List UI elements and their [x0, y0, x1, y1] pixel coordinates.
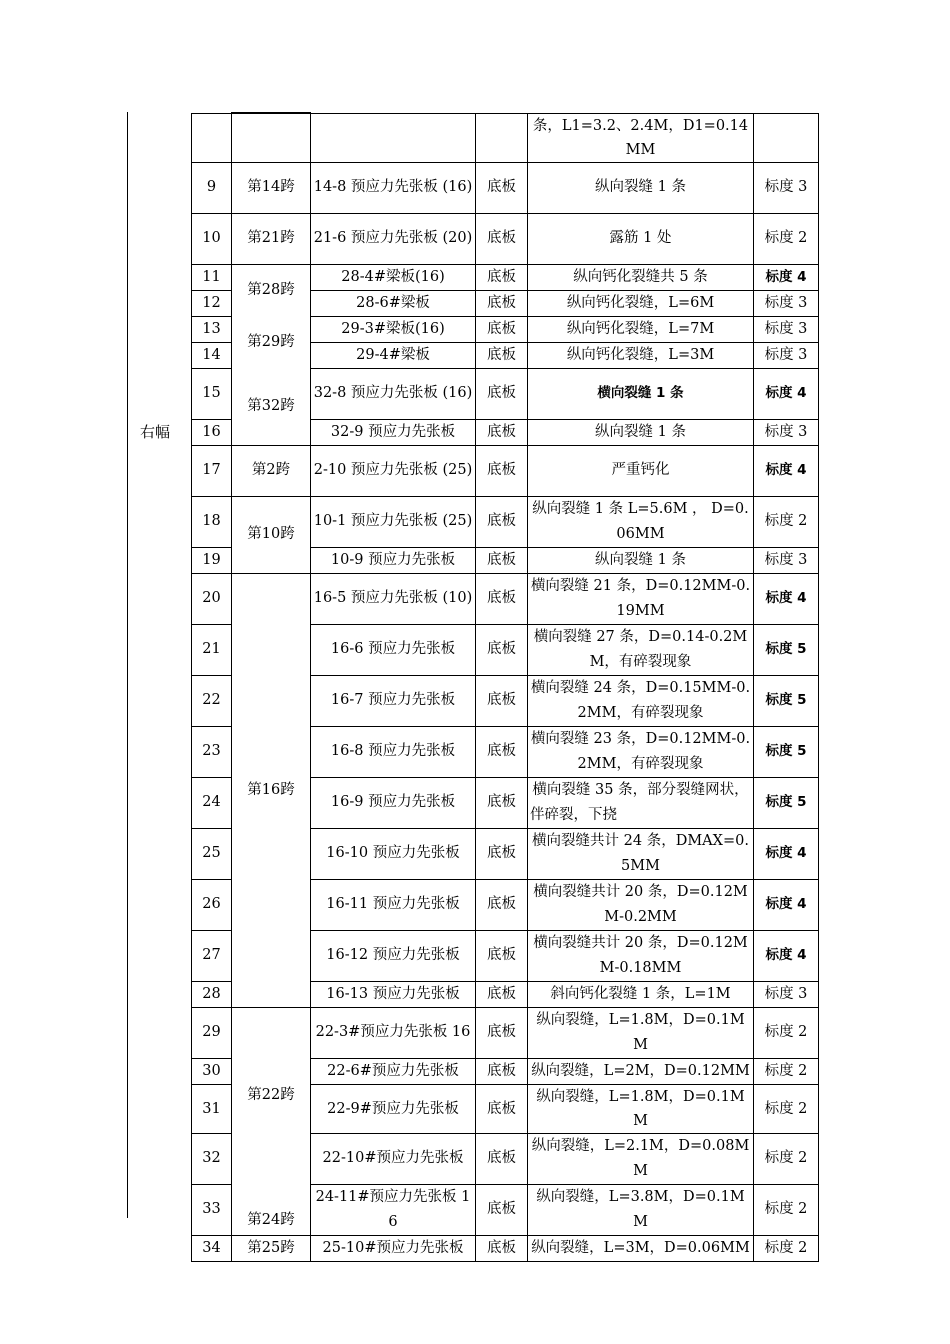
cell-no: 32 [192, 1133, 232, 1184]
cell-no: 28 [192, 981, 232, 1007]
cell-desc: 横向裂缝共计 20 条，D=0.12MM-0.2MM [528, 879, 754, 930]
cell-desc: 条，L1=3.2、2.4M，D1=0.14MM [528, 113, 754, 162]
table-row [192, 1235, 819, 1261]
cell-span: 第10跨 [232, 496, 311, 573]
cell-part: 底板 [476, 1133, 528, 1184]
cell-part: 底板 [476, 290, 528, 316]
cell-no [192, 113, 232, 162]
cell-member: 32-9 预应力先张板 [311, 419, 476, 445]
cell-no: 21 [192, 624, 232, 675]
cell-desc: 横向裂缝 1 条 [528, 368, 754, 419]
cell-no: 12 [192, 290, 232, 316]
cell-span: 第21跨 [232, 213, 311, 264]
cell-grade: 标度 3 [754, 419, 819, 445]
cell-part: 底板 [476, 368, 528, 419]
cell-no: 18 [192, 496, 232, 547]
table-row [192, 1184, 819, 1235]
table-row [192, 113, 819, 162]
cell-desc: 横向裂缝 21 条，D=0.12MM-0.19MM [528, 573, 754, 624]
table-row [192, 162, 819, 213]
cell-grade: 标度 4 [754, 930, 819, 981]
cell-no: 27 [192, 930, 232, 981]
cell-member: 2-10 预应力先张板 (25) [311, 445, 476, 496]
cell-span: 第29跨 [232, 316, 311, 368]
cell-grade: 标度 4 [754, 879, 819, 930]
cell-span: 第25跨 [232, 1235, 311, 1261]
cell-desc: 纵向裂缝，L=1.8M，D=0.1MM [528, 1084, 754, 1133]
cell-grade: 标度 5 [754, 726, 819, 777]
cell-grade: 标度 2 [754, 1184, 819, 1235]
cell-span: 第32跨 [232, 368, 311, 445]
cell-part: 底板 [476, 1084, 528, 1133]
table-row [192, 445, 819, 496]
cell-grade: 标度 5 [754, 675, 819, 726]
cell-no: 24 [192, 777, 232, 828]
cell-span [232, 113, 311, 162]
cell-grade: 标度 4 [754, 573, 819, 624]
cell-no: 34 [192, 1235, 232, 1261]
cell-span: 第2跨 [232, 445, 311, 496]
cell-desc: 纵向裂缝，L=2M，D=0.12MM [528, 1058, 754, 1084]
cell-desc: 横向裂缝共计 24 条，DMAX=0.5MM [528, 828, 754, 879]
cell-member: 16-7 预应力先张板 [311, 675, 476, 726]
cell-part: 底板 [476, 316, 528, 342]
cell-no: 19 [192, 547, 232, 573]
cell-member: 28-6#梁板 [311, 290, 476, 316]
cell-grade: 标度 3 [754, 342, 819, 368]
cell-grade: 标度 3 [754, 290, 819, 316]
cell-part: 底板 [476, 162, 528, 213]
cell-part: 底板 [476, 828, 528, 879]
cell-part: 底板 [476, 445, 528, 496]
cell-part: 底板 [476, 930, 528, 981]
cell-no: 16 [192, 419, 232, 445]
cell-desc: 斜向钙化裂缝 1 条，L=1M [528, 981, 754, 1007]
cell-grade: 标度 2 [754, 1084, 819, 1133]
cell-part: 底板 [476, 342, 528, 368]
cell-part: 底板 [476, 264, 528, 290]
cell-part: 底板 [476, 981, 528, 1007]
cell-grade: 标度 2 [754, 213, 819, 264]
cell-desc: 露筋 1 处 [528, 213, 754, 264]
cell-grade: 标度 4 [754, 368, 819, 419]
cell-member: 29-3#梁板(16) [311, 316, 476, 342]
cell-span: 第14跨 [232, 162, 311, 213]
table-row [192, 496, 819, 547]
cell-no: 15 [192, 368, 232, 419]
cell-part: 底板 [476, 213, 528, 264]
cell-part: 底板 [476, 1235, 528, 1261]
cell-member: 25-10#预应力先张板 [311, 1235, 476, 1261]
cell-grade: 标度 4 [754, 828, 819, 879]
cell-desc: 横向裂缝 35 条，部分裂缝网状，伴碎裂，下挠 [528, 777, 754, 828]
cell-no: 33 [192, 1184, 232, 1235]
cell-no: 10 [192, 213, 232, 264]
cell-part: 底板 [476, 1184, 528, 1235]
cell-desc: 纵向裂缝 1 条 L=5.6M ， D=0.06MM [528, 496, 754, 547]
cell-desc: 纵向裂缝 1 条 [528, 162, 754, 213]
cell-grade: 标度 2 [754, 496, 819, 547]
cell-member: 28-4#梁板(16) [311, 264, 476, 290]
cell-part: 底板 [476, 496, 528, 547]
cell-part: 底板 [476, 1007, 528, 1058]
cell-member: 22-3#预应力先张板 16 [311, 1007, 476, 1058]
cell-span: 第16跨 [232, 573, 311, 1007]
cell-desc: 横向裂缝 27 条，D=0.14-0.2MM，有碎裂现象 [528, 624, 754, 675]
cell-grade: 标度 2 [754, 1007, 819, 1058]
cell-grade: 标度 2 [754, 1058, 819, 1084]
cell-member: 22-10#预应力先张板 [311, 1133, 476, 1184]
cell-grade: 标度 3 [754, 981, 819, 1007]
cell-span: 第22跨 [232, 1007, 311, 1184]
cell-member: 16-13 预应力先张板 [311, 981, 476, 1007]
cell-desc: 横向裂缝共计 20 条，D=0.12MM-0.18MM [528, 930, 754, 981]
cell-grade: 标度 2 [754, 1235, 819, 1261]
cell-member: 10-9 预应力先张板 [311, 547, 476, 573]
cell-desc: 纵向裂缝，L=2.1M，D=0.08MM [528, 1133, 754, 1184]
cell-part [476, 113, 528, 162]
cell-desc: 纵向裂缝，L=1.8M，D=0.1MM [528, 1007, 754, 1058]
cell-desc: 纵向裂缝，L=3.8M，D=0.1MM [528, 1184, 754, 1235]
cell-part: 底板 [476, 624, 528, 675]
cell-member: 16-8 预应力先张板 [311, 726, 476, 777]
cell-part: 底板 [476, 547, 528, 573]
table-row [192, 368, 819, 419]
cell-no: 22 [192, 675, 232, 726]
cell-span: 第28跨 [232, 264, 311, 316]
cell-member: 22-9#预应力先张板 [311, 1084, 476, 1133]
cell-no: 25 [192, 828, 232, 879]
cell-member: 29-4#梁板 [311, 342, 476, 368]
left-margin-rule [127, 112, 128, 1218]
cell-grade: 标度 3 [754, 162, 819, 213]
cell-member: 16-9 预应力先张板 [311, 777, 476, 828]
cell-member [311, 113, 476, 162]
cell-grade: 标度 4 [754, 264, 819, 290]
cell-span: 第24跨 [232, 1184, 311, 1235]
cell-member: 16-11 预应力先张板 [311, 879, 476, 930]
cell-no: 31 [192, 1084, 232, 1133]
cell-member: 24-11#预应力先张板 16 [311, 1184, 476, 1235]
cell-no: 29 [192, 1007, 232, 1058]
cell-member: 22-6#预应力先张板 [311, 1058, 476, 1084]
cell-no: 30 [192, 1058, 232, 1084]
table-row [192, 264, 819, 290]
table-row [192, 573, 819, 624]
cell-grade: 标度 5 [754, 777, 819, 828]
cell-no: 17 [192, 445, 232, 496]
table-row [192, 1007, 819, 1058]
table-row [192, 213, 819, 264]
cell-no: 20 [192, 573, 232, 624]
side-label: 右幅 [140, 423, 171, 441]
cell-member: 16-5 预应力先张板 (10) [311, 573, 476, 624]
cell-desc: 纵向钙化裂缝，L=3M [528, 342, 754, 368]
cell-grade: 标度 3 [754, 316, 819, 342]
cell-part: 底板 [476, 419, 528, 445]
cell-member: 16-12 预应力先张板 [311, 930, 476, 981]
cell-part: 底板 [476, 675, 528, 726]
cell-no: 13 [192, 316, 232, 342]
defect-table [191, 112, 819, 1262]
cell-desc: 横向裂缝 23 条，D=0.12MM-0.2MM，有碎裂现象 [528, 726, 754, 777]
cell-desc: 纵向钙化裂缝共 5 条 [528, 264, 754, 290]
cell-member: 14-8 预应力先张板 (16) [311, 162, 476, 213]
cell-no: 11 [192, 264, 232, 290]
cell-grade: 标度 4 [754, 445, 819, 496]
cell-grade: 标度 3 [754, 547, 819, 573]
cell-grade: 标度 2 [754, 1133, 819, 1184]
cell-part: 底板 [476, 573, 528, 624]
cell-part: 底板 [476, 1058, 528, 1084]
cell-part: 底板 [476, 879, 528, 930]
cell-desc: 纵向钙化裂缝，L=7M [528, 316, 754, 342]
cell-desc: 纵向裂缝 1 条 [528, 419, 754, 445]
cell-member: 21-6 预应力先张板 (20) [311, 213, 476, 264]
cell-desc: 纵向裂缝，L=3M，D=0.06MM [528, 1235, 754, 1261]
cell-member: 16-6 预应力先张板 [311, 624, 476, 675]
cell-member: 16-10 预应力先张板 [311, 828, 476, 879]
cell-desc: 严重钙化 [528, 445, 754, 496]
cell-part: 底板 [476, 726, 528, 777]
cell-desc: 纵向钙化裂缝，L=6M [528, 290, 754, 316]
cell-no: 26 [192, 879, 232, 930]
cell-desc: 纵向裂缝 1 条 [528, 547, 754, 573]
table-row [192, 316, 819, 342]
cell-grade [754, 113, 819, 162]
cell-grade: 标度 5 [754, 624, 819, 675]
cell-member: 10-1 预应力先张板 (25) [311, 496, 476, 547]
cell-part: 底板 [476, 777, 528, 828]
cell-no: 23 [192, 726, 232, 777]
cell-no: 9 [192, 162, 232, 213]
cell-desc: 横向裂缝 24 条，D=0.15MM-0.2MM，有碎裂现象 [528, 675, 754, 726]
cell-no: 14 [192, 342, 232, 368]
cell-member: 32-8 预应力先张板 (16) [311, 368, 476, 419]
